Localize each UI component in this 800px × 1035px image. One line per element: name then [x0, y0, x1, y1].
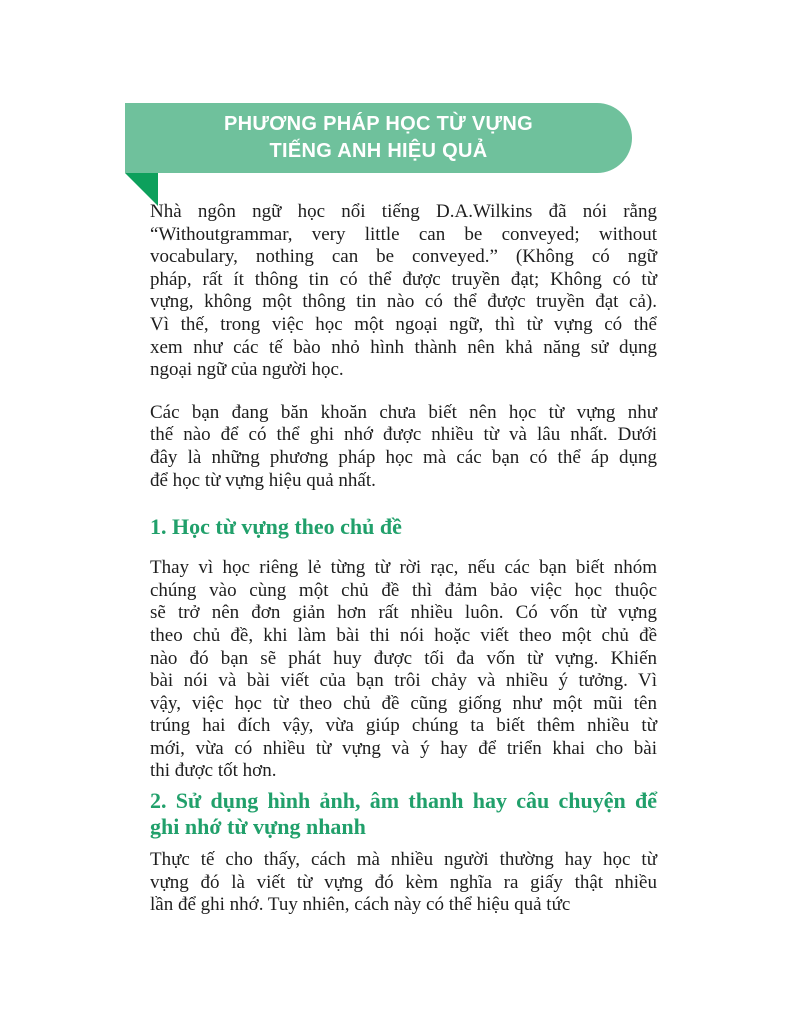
paragraph — [150, 849, 657, 917]
section-heading — [150, 788, 657, 840]
text-line: Vì thế, trong việc học một ngoại ngữ, thì từ vựng có thể — [150, 313, 657, 335]
paragraph — [150, 201, 657, 382]
text-line: 2. Sử dụng hình ảnh, âm thanh hay câu chuyện để — [150, 788, 657, 814]
text-line: vocabulary, nothing can be conveyed.” (Không có ngữ — [150, 246, 657, 268]
text-line: Nhà ngôn ngữ học nổi tiếng D.A.Wilkins đã nói rằng — [150, 201, 657, 222]
text-line: để học từ vựng hiệu quả nhất. — [150, 469, 376, 491]
text-line: thi được tốt hơn. — [150, 760, 277, 782]
text-line: xem như các tế bào nhỏ hình thành nên khả năng sử dụng — [150, 336, 657, 358]
paragraph — [150, 557, 657, 783]
text-line: Các bạn đang băn khoăn chưa biết nên học từ vựng như — [150, 401, 657, 423]
text-line: Thay vì học riêng lẻ từng từ rời rạc, nếu các bạn biết nhóm — [150, 557, 657, 579]
chapter-title-banner — [125, 103, 632, 173]
text-line: 1. Học từ vựng theo chủ đề — [150, 514, 402, 540]
text-line: ghi nhớ từ vựng nhanh — [150, 814, 366, 840]
text-line: chúng vào cùng một chủ đề thì đảm bảo việc học thuộc — [150, 579, 657, 601]
text-line: đây là những phương pháp học mà các bạn có thể áp dụng — [150, 446, 657, 468]
text-line: bài nói và bài viết của bạn trôi chảy và nhiều ý tưởng. Vì — [150, 670, 657, 692]
section-heading — [150, 514, 657, 540]
text-line: vựng đó là viết từ vựng đó kèm nghĩa ra giấy thật nhiều — [150, 871, 657, 893]
text-line: nào đó bạn sẽ phát huy được tối đa vốn từ vựng. Khiến — [150, 647, 657, 669]
text-line: theo chủ đề, khi làm bài thi nói hoặc viết theo một chủ đề — [150, 624, 657, 646]
text-line: vậy, việc học từ theo chủ đề cũng giống như một mũi tên — [150, 692, 657, 714]
text-line: “Withoutgrammar, very little can be conveyed; without — [150, 223, 657, 245]
article-body — [150, 201, 657, 917]
text-line: lần để ghi nhớ. Tuy nhiên, cách này có thể hiệu quả tức — [150, 894, 571, 916]
text-line: sẽ trở nên đơn giản hơn rất nhiều luôn. Có vốn từ vựng — [150, 602, 657, 624]
text-line: ngoại ngữ của người học. — [150, 359, 344, 381]
text-line: pháp, rất ít thông tin có thể được truyền đạt; Không có từ — [150, 268, 657, 290]
text-line: vựng, không một thông tin nào có thể được truyền đạt cả). — [150, 291, 657, 313]
paragraph — [150, 402, 657, 492]
text-line: mới, vừa có nhiều từ vựng và ý hay để triển khai cho bài — [150, 737, 657, 759]
text-line: trúng hai đích vậy, vừa giúp chúng ta biết thêm nhiều từ — [150, 715, 657, 737]
chapter-title-line-1: PHƯƠNG PHÁP HỌC TỪ VỰNG — [224, 113, 533, 135]
chapter-title-line-2: TIẾNG ANH HIỆU QUẢ — [269, 140, 488, 162]
text-line: thế nào để có thể ghi nhớ được nhiều từ và lâu nhất. Dưới — [150, 424, 657, 446]
text-line: Thực tế cho thấy, cách mà nhiều người thường hay học từ — [150, 849, 657, 871]
